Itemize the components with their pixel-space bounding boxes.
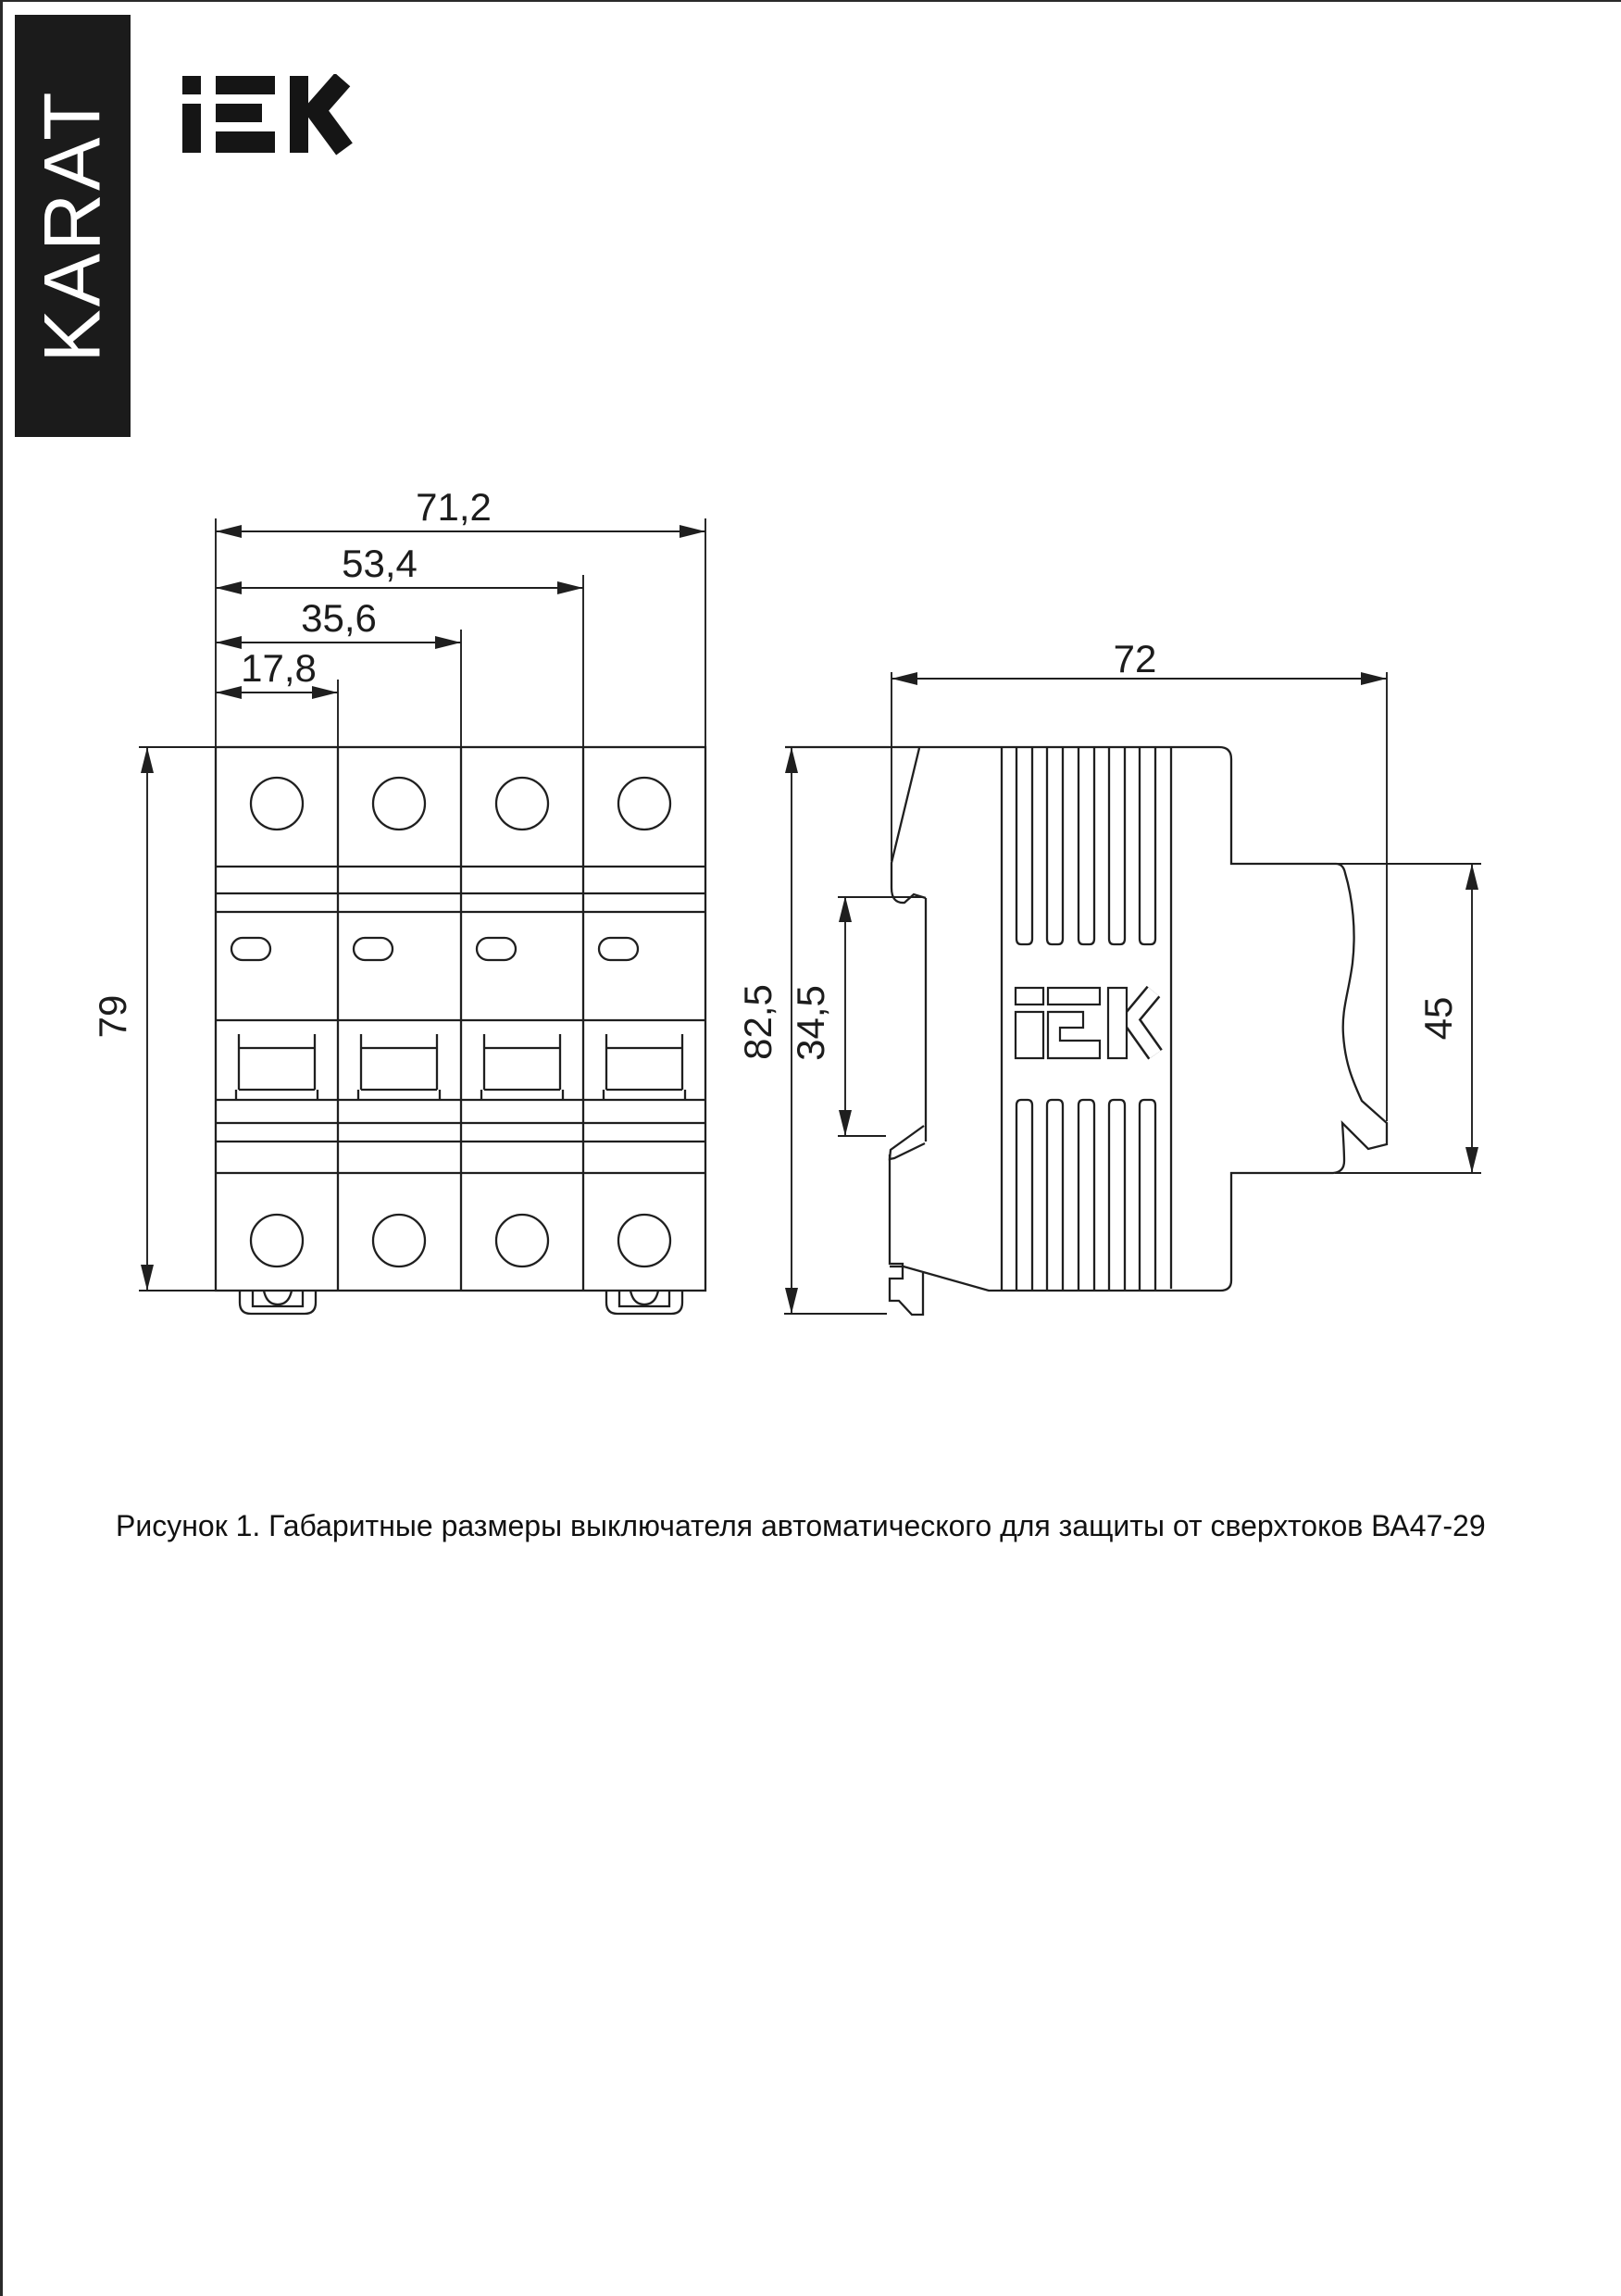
- din-clip-right: [606, 1291, 682, 1314]
- dim-total-width: 71,2: [416, 485, 492, 529]
- dim-depth: 72: [1113, 637, 1157, 680]
- din-clip-left: [240, 1291, 316, 1314]
- dim-front-face-height: 45: [1416, 996, 1460, 1041]
- dim-front-height: 79: [91, 994, 134, 1039]
- dim-total-height: 82,5: [736, 984, 779, 1060]
- front-dimension-arrows: [141, 525, 705, 1291]
- iek-side-logo: [1016, 988, 1155, 1058]
- dim-three-pole: 53,4: [342, 542, 418, 585]
- dim-two-pole: 35,6: [301, 596, 377, 640]
- front-view: [216, 747, 705, 1314]
- front-dimension-labels: [91, 485, 492, 1038]
- side-view: [785, 747, 1387, 1315]
- karat-banner-label: KARAT: [28, 89, 118, 363]
- dim-one-pole: 17,8: [241, 646, 317, 690]
- front-dimension-lines: [139, 518, 705, 1291]
- dim-rail-seat: 34,5: [789, 985, 832, 1061]
- figure-caption: Рисунок 1. Габаритные размеры выключателя автоматического для защиты от сверхтоков ВА47-29: [116, 1509, 1486, 1542]
